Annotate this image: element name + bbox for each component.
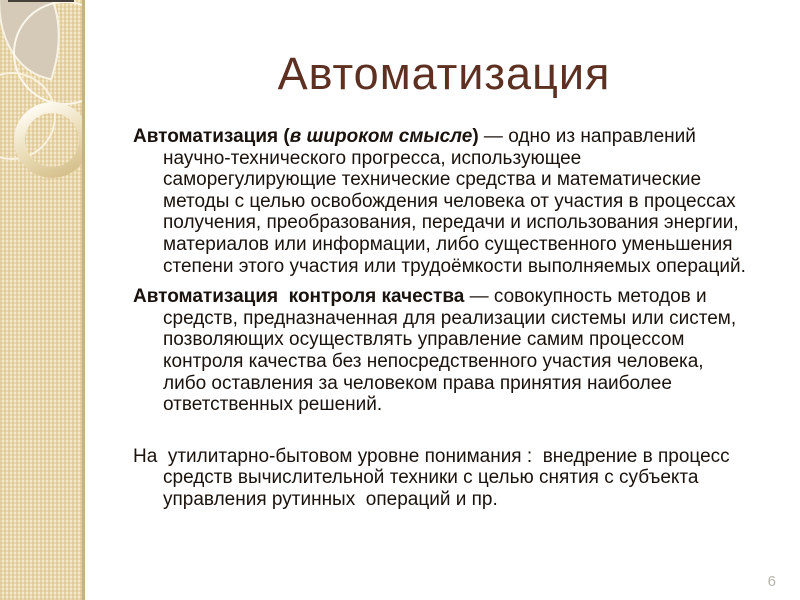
paragraph-utilitarian-level xyxy=(133,446,748,511)
paragraph-italic-phrase: в широком смысле xyxy=(289,126,473,147)
paragraph-lead-bold: Автоматизация ( xyxy=(133,126,290,147)
paragraph-automation-broad-sense xyxy=(133,126,748,277)
paragraph-lead-bold: Автоматизация контроля качества xyxy=(133,286,465,308)
page-number: 6 xyxy=(767,573,776,590)
slide-content xyxy=(88,0,800,600)
ring-icon xyxy=(14,102,85,178)
paragraph-close-paren: ) xyxy=(472,126,479,147)
paragraph-body-text: — одно из направлений научно-технического прогресса, использующее саморегулирующие технические средства и математические методы с целью освобождения человека от участия в процессах получения, преобразования, передачи и использования энергии, материалов или информации, либо существенного уменьшения степени этого участия или трудоёмкости выполняемых операций. xyxy=(163,126,746,277)
paragraph-body-text: — совокупность методов и средств, предназначенная для реализации системы или систем, позволяющих осуществлять управление самим процессом контроля качества без непосредственного участия человека, либо оставления за человеком права принятия наиболее ответственных решений. xyxy=(163,286,742,416)
slide-title: Автоматизация xyxy=(277,48,611,99)
slide-body xyxy=(88,126,748,511)
decorative-sidebar xyxy=(0,0,85,600)
paragraph-quality-control-automation xyxy=(133,286,748,416)
top-accent-line xyxy=(8,0,74,2)
paragraph-body-text: На утилитарно-бытовом уровне понимания : внедрение в процесс средств вычислительной техники с целью снятия с субъекта управления рутинных операций и пр. xyxy=(133,445,735,510)
